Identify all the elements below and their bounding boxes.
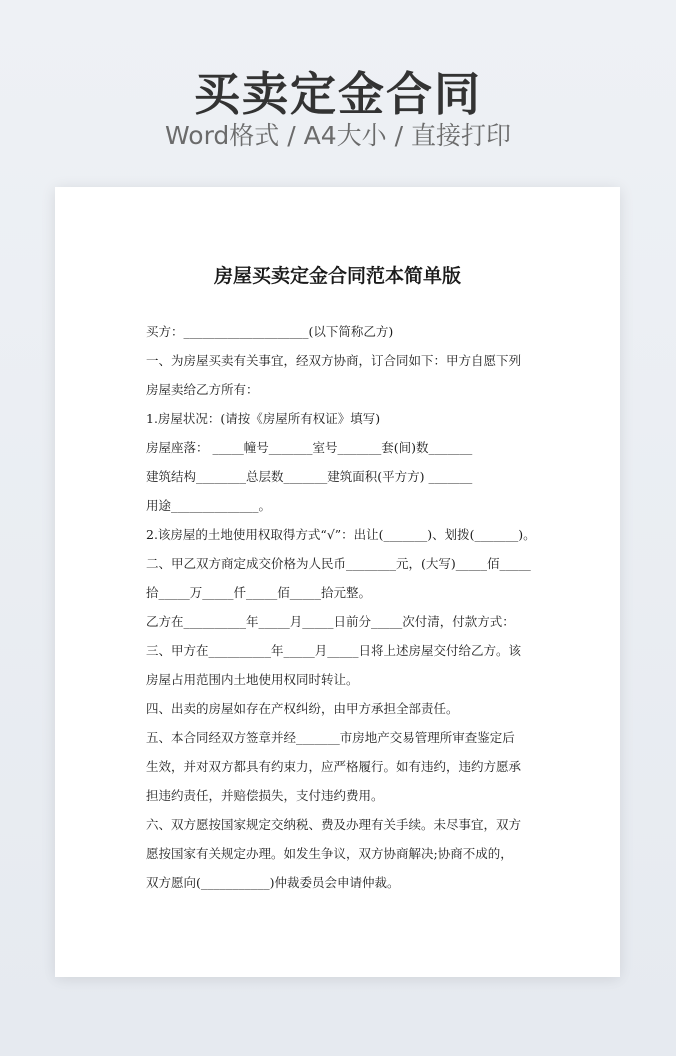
text-line: 建筑结构________总层数_______建筑面积(平方方) _______ xyxy=(146,469,473,484)
text-line: 双方愿向(___________)仲裁委员会申请仲裁。 xyxy=(146,875,400,890)
text-line: 担违约责任，并赔偿损失，支付违约费用。 xyxy=(146,788,384,803)
text-line: 六、双方愿按国家规定交纳税、费及办理有关手续。未尽事宜，双方 xyxy=(146,817,522,832)
text-line: 用途______________。 xyxy=(146,498,272,513)
text-line: 乙方在__________年_____月_____日前分_____次付清，付款方式： xyxy=(146,614,515,629)
text-line: 二、甲乙双方商定成交价格为人民币________元，(大写)_____佰_____ xyxy=(146,556,531,571)
page-title: 买卖定金合同 xyxy=(194,67,482,121)
text-line: 房屋卖给乙方所有： xyxy=(146,382,259,397)
text-line: 房屋座落： _____幢号_______室号_______套(间)数_______ xyxy=(146,440,473,455)
text-line: 愿按国家有关规定办理。如发生争议，双方协商解决;协商不成的， xyxy=(146,846,513,861)
text-line: 1.房屋状况：(请按《房屋所有权证》填写) xyxy=(146,411,381,426)
text-line: 拾_____万_____仟_____佰_____拾元整。 xyxy=(146,585,372,600)
text-line: 三、甲方在__________年_____月_____日将上述房屋交付给乙方。该 xyxy=(146,643,522,658)
document-title: 房屋买卖定金合同范本简单版 xyxy=(213,265,461,287)
page-subtitle: Word格式 / A4大小 / 直接打印 xyxy=(165,121,511,150)
text-line: 2.该房屋的土地使用权取得方式“√”：出让(_______)、划拨(_______)。 xyxy=(146,527,536,542)
text-line: 一、为房屋买卖有关事宜，经双方协商，订合同如下：甲方自愿下列 xyxy=(146,353,522,368)
text-line: 四、出卖的房屋如存在产权纠纷，由甲方承担全部责任。 xyxy=(146,701,459,716)
document-page xyxy=(55,187,620,977)
text-line: 生效，并对双方都具有约束力，应严格履行。如有违约，违约方愿承 xyxy=(146,759,522,774)
text-line: 买方：____________________(以下简称乙方) xyxy=(146,324,394,339)
text-line: 房屋占用范围内土地使用权同时转让。 xyxy=(146,672,359,687)
document-body xyxy=(146,317,536,897)
text-line: 五、本合同经双方签章并经_______市房地产交易管理所审查鉴定后 xyxy=(146,730,515,745)
